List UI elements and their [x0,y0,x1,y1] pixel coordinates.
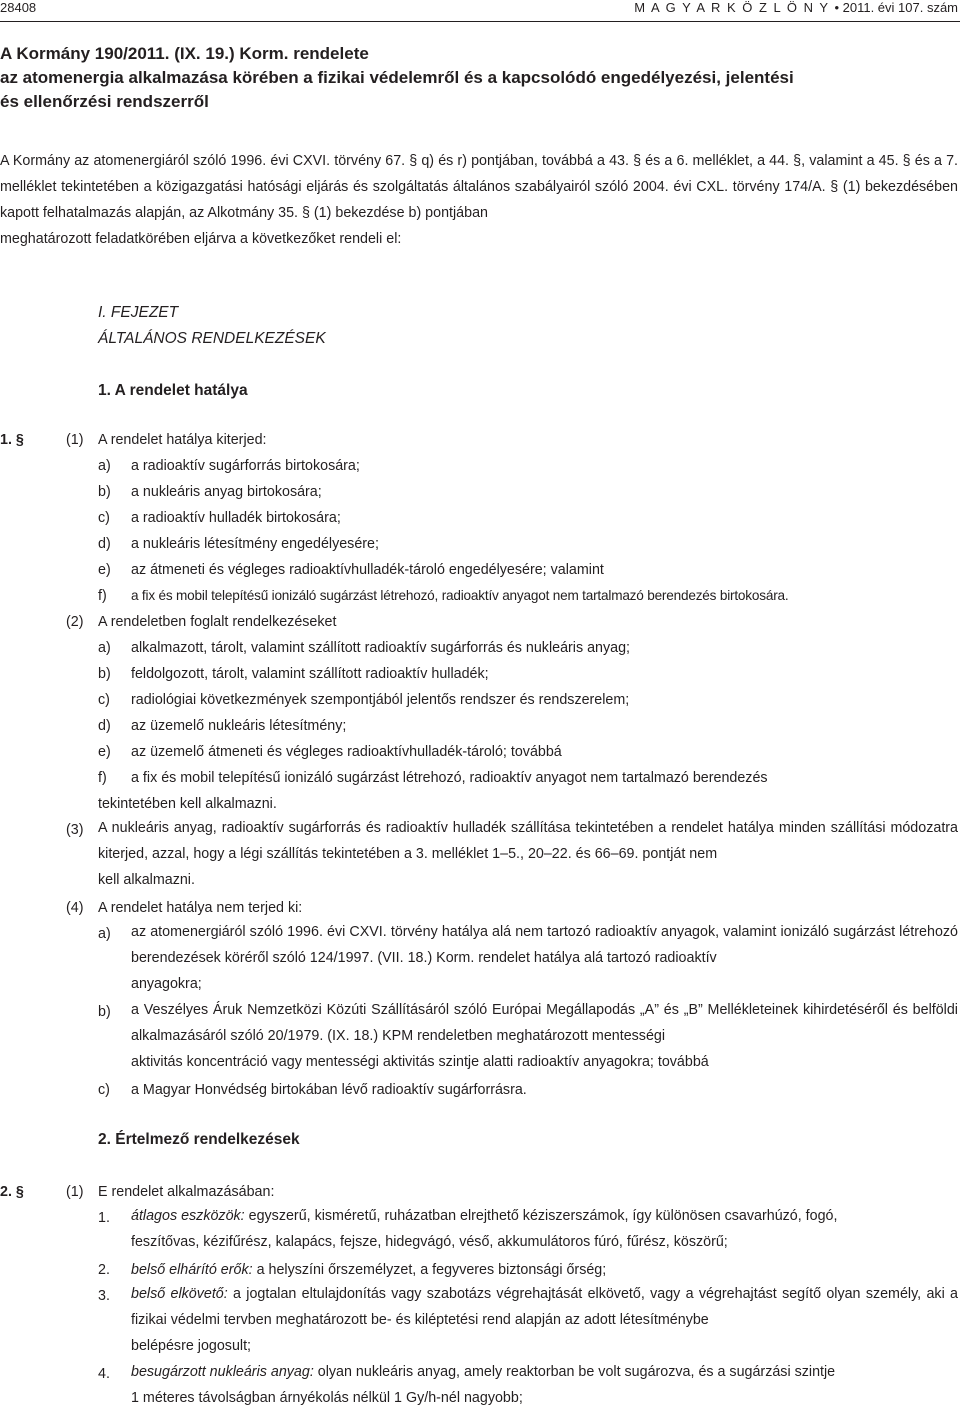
item-text: alkalmazott, tárolt, valamint szállított radioaktív sugárforrás és nukleáris anyag; [131,640,631,656]
item-text: radiológiai következmények szempontjából jelentős rendszer és rendszerelem; [131,692,630,708]
item-text: az átmeneti és végleges radioaktívhulladék-tároló engedélyesére; valamint [131,562,604,578]
item-text: feldolgozott, tárolt, valamint szállított radioaktív hulladék; [131,666,489,682]
definition-number: 3. [98,1288,110,1304]
paragraph-number: (2) [66,614,84,630]
item-label: e) [98,562,111,578]
definition-term: belső elhárító erők: [131,1262,253,1278]
item-text: az üzemelő átmeneti és végleges radioaktívhulladék-tároló; továbbá [131,744,562,760]
item-label: b) [98,484,111,500]
journal-header [634,0,958,16]
definition-last-line: feszítővas, kézifűrész, kalapács, fejsze, hidegvágó, véső, akkumulátoros fúró, fűrész, köszörű; [131,1234,728,1250]
item-last-line: aktivitás koncentráció vagy mentességi aktivitás szintje alatti radioaktív anyagokra; továbbá [131,1054,709,1070]
paragraph-number: (1) [66,432,84,448]
item-last-line: anyagokra; [131,976,202,992]
item-text: a nukleáris létesítmény engedélyesére; [131,536,379,552]
paragraph-number: (4) [66,900,84,916]
item-label: a) [98,926,111,942]
decree-title [0,42,958,114]
definition-last-line: belépésre jogosult; [131,1338,252,1354]
definition-number: 4. [98,1366,110,1382]
definition-text: olyan nukleáris anyag, amely reaktorban be volt sugározva, és a sugárzási szintje [313,1364,836,1380]
header-rule [0,21,960,22]
item-body: az atomenergiáról szóló 1996. évi CXVI. törvény hatálya alá nem tartozó radioaktív anyagok, valamint ionizáló sugárzást létrehozó berendezések köréről szóló 124/1997. (VII. 18.) Korm. rendelet hatálya alá tartozó radioaktív [131,924,958,966]
decree-title-line: és ellenőrzési rendszerről [0,92,209,111]
definition-text: a jogtalan eltulajdonítás vagy szabotázs végrehajtását elkövető, vagy a végrehajtást segítő olyan személy, aki a fizikai védelmi tervben meghatározott be- és kiléptetési rend alapján az adott létesítménybe [131,1286,959,1328]
decree-title-line: A Kormány 190/2011. (IX. 19.) Korm. rendelete [0,44,369,63]
section-number: 2. § [0,1184,24,1200]
definition-last-line: 1 méteres távolságban árnyékolás nélkül 1 Gy/h-nél nagyobb; [131,1390,523,1406]
item-label: a) [98,640,111,656]
item-b [131,997,958,1075]
paragraph-lead: E rendelet alkalmazásában: [98,1184,275,1200]
item-text: a nukleáris anyag birtokosára; [131,484,322,500]
journal-name: M A G Y A R K Ö Z L Ö N Y [634,0,830,15]
issue-number: • 2011. évi 107. szám [834,0,958,15]
subheading-scope: 1. A rendelet hatálya [98,382,248,399]
section-number: 1. § [0,432,24,448]
item-label: d) [98,718,111,734]
item-label: a) [98,458,111,474]
definition-term: belső elkövető: [131,1286,228,1302]
chapter-number: I. FEJEZET [98,304,179,321]
item-label: f) [98,770,107,786]
page-number: 28408 [0,0,37,15]
decree-title-line: az atomenergia alkalmazása körében a fizikai védelemről és a kapcsolódó engedélyezési, jelentési [0,68,794,87]
item-label: f) [98,588,107,604]
item-continuation: tekintetében kell alkalmazni. [98,796,277,812]
item-text: a radioaktív hulladék birtokosára; [131,510,341,526]
item-label: c) [98,510,110,526]
item-body: a Veszélyes Áruk Nemzetközi Közúti Szállításáról szóló Európai Megállapodás „A” és „B” Mellékleteinek kihirdetéséről és belföldi alkalmazásáról szóló 20/1979. (IX. 18.) KPM rendeletben meghatározott mentességi [131,1002,958,1044]
paragraph-number: (1) [66,1184,84,1200]
definition-2 [131,1259,606,1281]
item-a [131,919,958,997]
subheading-definitions: 2. Értelmező rendelkezések [98,1131,300,1148]
item-label: c) [98,1082,110,1098]
item-text: a radioaktív sugárforrás birtokosára; [131,458,360,474]
preamble-last-line: meghatározott feladatkörében eljárva a következőket rendeli el: [0,231,402,247]
preamble [0,148,958,252]
definition-term: besugárzott nukleáris anyag: [131,1364,314,1380]
definition-3 [131,1281,958,1359]
paragraph-last-line: kell alkalmazni. [98,872,195,888]
item-label: b) [98,1004,111,1020]
definition-number: 2. [98,1262,110,1278]
item-text: az üzemelő nukleáris létesítmény; [131,718,347,734]
paragraph-3 [98,815,958,893]
paragraph-body: A nukleáris anyag, radioaktív sugárforrás és radioaktív hulladék szállítása tekintetében a rendelet hatálya minden szállítási módozatra kiterjed, azzal, hogy a légi szállítás tekintetében a 3. melléklet 1–5., 20–22. és 66–69. pontját nem [98,820,958,862]
definition-text: egyszerű, kisméretű, ruházatban elrejthető kéziszerszámok, így különösen csavarhúzó, fogó, [244,1208,838,1224]
item-text: a Magyar Honvédség birtokában lévő radioaktív sugárforrásra. [131,1082,527,1098]
paragraph-lead: A rendelet hatálya nem terjed ki: [98,900,303,916]
paragraph-lead: A rendeletben foglalt rendelkezéseket [98,614,337,630]
preamble-body: A Kormány az atomenergiáról szóló 1996. évi CXVI. törvény 67. § q) és r) pontjában, továbbá a 43. § és a 6. melléklet, a 44. §, valamint a 45. § és a 7. melléklet tekintetében a közigazgatási hatósági eljárás és szolgáltatás általános szabályairól szóló 2004. évi CXL. törvény 174/A. § (1) bekezdésében kapott felhatalmazás alapján, az Alkotmány 35. § (1) bekezdése b) pontjában [0,153,958,221]
definition-text: a helyszíni őrszemélyzet, a fegyveres biztonsági őrség; [252,1262,607,1278]
paragraph-number: (3) [66,822,84,838]
item-label: c) [98,692,110,708]
item-label: b) [98,666,111,682]
chapter-heading [98,300,326,352]
definition-1 [131,1203,958,1255]
definition-4 [131,1359,958,1411]
definition-number: 1. [98,1210,110,1226]
item-text: a fix és mobil telepítésű ionizáló sugárzást létrehozó, radioaktív anyagot nem tartalmazó berendezés birtokosára. [131,588,789,603]
item-label: d) [98,536,111,552]
definition-term: átlagos eszközök: [131,1208,245,1224]
chapter-title: ÁLTALÁNOS RENDELKEZÉSEK [98,330,326,347]
item-text: a fix és mobil telepítésű ionizáló sugárzást létrehozó, radioaktív anyagot nem tartalmazó berendezés [131,770,768,786]
paragraph-lead: A rendelet hatálya kiterjed: [98,432,267,448]
item-label: e) [98,744,111,760]
